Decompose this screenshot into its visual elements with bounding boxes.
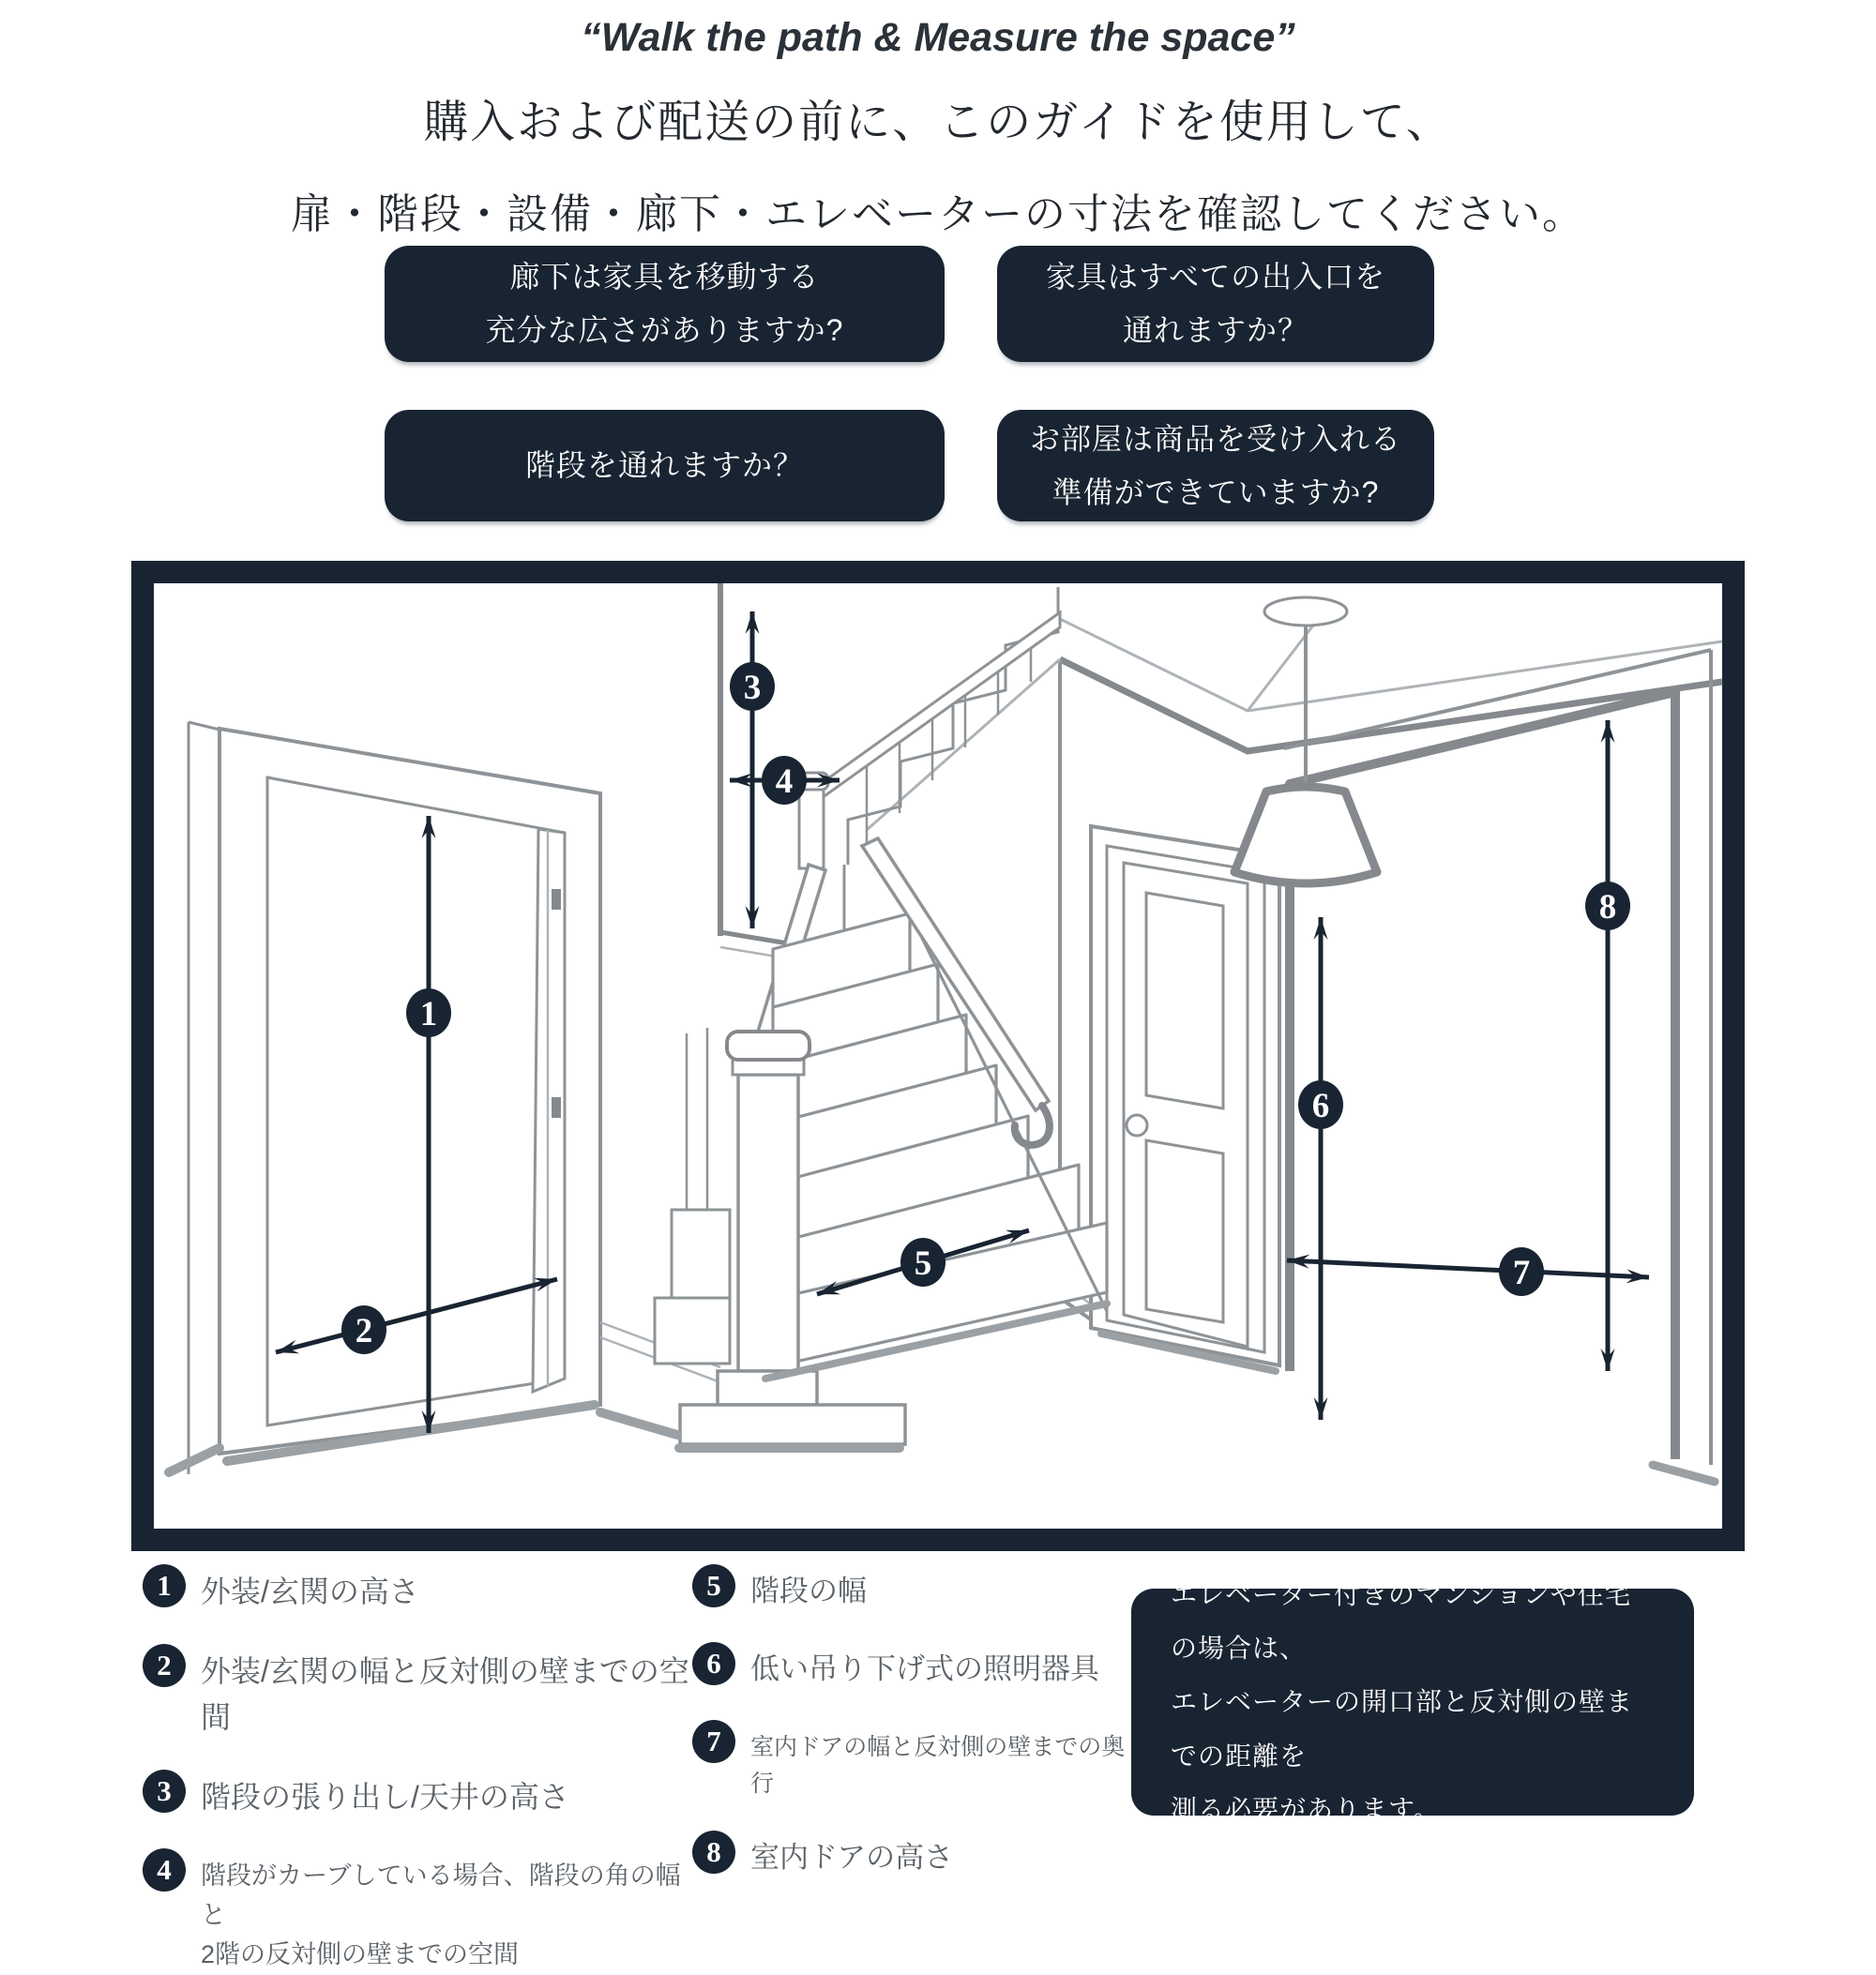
legend-label: 室内ドアの幅と反対側の壁までの奥行 — [750, 1734, 1126, 1797]
legend-item-3 — [143, 1770, 705, 1821]
note-line-3: 測る必要があります。 — [1171, 1795, 1441, 1825]
upper-stair-flight — [794, 587, 1060, 868]
ceiling-cornice — [1060, 606, 1722, 751]
upper-handrail — [815, 612, 1060, 803]
right-doorway — [1284, 650, 1715, 1482]
svg-text:3: 3 — [743, 669, 762, 707]
legend-column-1 — [143, 1564, 705, 1975]
legend-item-5 — [692, 1564, 1133, 1614]
svg-text:5: 5 — [914, 1244, 932, 1283]
svg-text:6: 6 — [1311, 1087, 1330, 1125]
card-line: 階段を通れますか？ — [524, 448, 804, 483]
legend-badge-4: 4 — [143, 1848, 186, 1892]
door-knob — [1127, 1115, 1147, 1136]
legend-badge-7: 7 — [692, 1720, 735, 1763]
legend-label: 階段の幅 — [750, 1575, 867, 1607]
legend-item-8 — [692, 1831, 1133, 1880]
legend-badge-6: 6 — [692, 1642, 735, 1685]
svg-text:2: 2 — [355, 1312, 373, 1350]
intro-line-2: 扉・階段・設備・廊下・エレベーターの寸法を確認してください。 — [291, 191, 1585, 237]
card-line: 廊下は家具を移動する — [509, 260, 820, 294]
lamp-shade — [1234, 787, 1377, 883]
legend-badge-1: 1 — [143, 1564, 186, 1607]
svg-text:8: 8 — [1598, 888, 1617, 927]
legend-label: 低い吊り下げ式の照明器具 — [750, 1652, 1099, 1686]
card-line: 充分な広さがありますか? — [485, 313, 844, 347]
legend-label-line2: 2階の反対側の壁までの空間 — [201, 1940, 520, 1969]
svg-text:7: 7 — [1512, 1254, 1531, 1292]
card-line: 通れますか？ — [1122, 313, 1309, 347]
hallway-diagram-frame — [131, 561, 1745, 1551]
legend-column-2 — [692, 1564, 1133, 1880]
legend-label: 階段の張り出し/天井の高さ — [201, 1779, 569, 1814]
header — [0, 15, 1876, 240]
legend-label-line1: 階段がカーブしている場合、階段の角の幅と — [201, 1862, 681, 1930]
legend-label — [201, 1848, 705, 1975]
hallway-diagram — [154, 583, 1722, 1529]
tagline: “Walk the path & Measure the space” — [581, 15, 1295, 60]
legend-item-1 — [143, 1564, 705, 1616]
legend-item-7 — [692, 1720, 1133, 1802]
measure-marker-6 — [1298, 917, 1343, 1420]
svg-text:1: 1 — [419, 995, 438, 1033]
front-door — [219, 729, 600, 1454]
elevator-note — [1131, 1579, 1694, 1825]
checklist-card-hallway — [385, 246, 945, 362]
card-line: 準備ができていますか? — [1051, 475, 1380, 509]
legend-badge-2: 2 — [143, 1644, 186, 1687]
legend-label: 室内ドアの高さ — [750, 1840, 954, 1874]
note-line-2: エレベーターの開口部と反対側の壁までの距離を — [1171, 1687, 1634, 1771]
checklist-card-doorways — [997, 246, 1434, 362]
checklist-card-room-ready — [997, 410, 1434, 521]
intro-line-1: 購入および配送の前に、このガイドを使用して、 — [423, 98, 1453, 147]
card-line: 家具はすべての出入口を — [1045, 260, 1386, 294]
card-line: お部屋は商品を受け入れる — [1029, 421, 1401, 456]
door-hinge — [552, 1097, 561, 1118]
door-hinge — [552, 889, 561, 910]
legend-item-6 — [692, 1642, 1133, 1692]
legend-badge-8: 8 — [692, 1831, 735, 1874]
legend-badge-3: 3 — [143, 1770, 186, 1813]
checklist-card-stairs — [385, 410, 945, 521]
legend-item-4 — [143, 1848, 705, 1975]
interior-door — [1091, 826, 1279, 1371]
legend-item-2 — [143, 1644, 705, 1741]
ceiling-rose — [1264, 597, 1347, 626]
legend-badge-5: 5 — [692, 1564, 735, 1607]
left-wall — [189, 722, 219, 1474]
note-line-1: エレベーター付きのマンションや住宅の場合は、 — [1171, 1579, 1632, 1663]
legend-label: 外装/玄関の幅と反対側の壁までの空間 — [201, 1653, 689, 1735]
measure-marker-7 — [1287, 1247, 1649, 1296]
pendant-light — [1234, 597, 1377, 883]
svg-text:4: 4 — [775, 762, 794, 801]
legend-label: 外装/玄関の高さ — [201, 1575, 419, 1608]
